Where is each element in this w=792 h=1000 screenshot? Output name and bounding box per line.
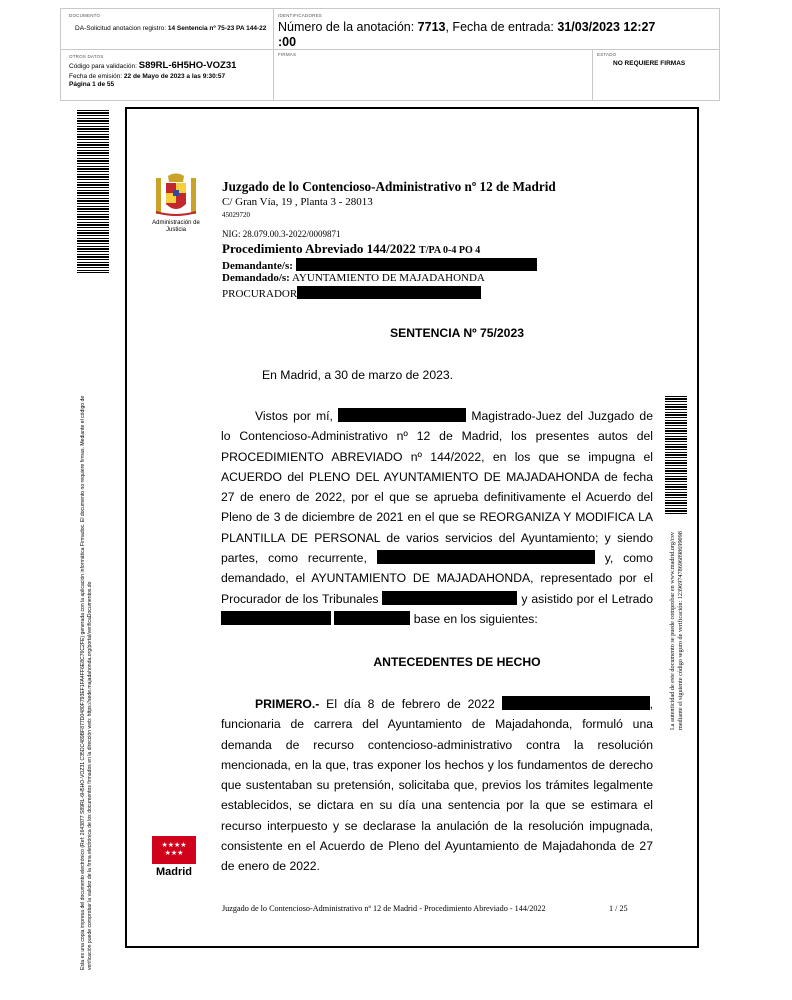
- demandante-line: Demandante/s:: [222, 258, 537, 272]
- nig-number: NIG: 28.079.00.3-2022/0009871: [222, 229, 341, 239]
- header-otros-datos-cell: [60, 49, 274, 101]
- header-firmas-cell: [273, 49, 593, 101]
- sentencia-title: SENTENCIA Nº 75/2023: [389, 326, 525, 340]
- header-identificadores-cell: [273, 8, 720, 50]
- estado-value: NO REQUIERE FIRMAS: [613, 60, 686, 67]
- redaction: [221, 611, 331, 625]
- demandado-line: Demandado/s: AYUNTAMIENTO DE MAJADAHONDA: [222, 272, 485, 284]
- madrid-logo: [152, 836, 196, 884]
- identificadores-value: Número de la anotación: 7713, Fecha de entrada: 31/03/2023 12:27 :00: [278, 20, 656, 49]
- identificadores-label: IDENTIFICADORES: [278, 13, 323, 18]
- paragraph-vistos: Vistos por mí, Magistrado-Juez del Juzgado de lo Contencioso-Administrativo nº 12 de Madrid, los presentes autos del PROCEDIMIENTO ABREVIADO nº 144/2022, en los que se impugna el ACUERDO del PLENO DEL AYUNTAMIENTO DE MAJADAHONDA de fecha 27 de enero de 2022, por el que se aprueba definitivamente el Acuerdo del Pleno de 3 de diciembre de 2021 en el que se REORGANIZA Y MODIFICA LA PLANTILLA DE PERSONAL de varios servicios del Ayuntamiento; y siendo partes, como recurrente, y, como demandado, el AYUNTAMIENTO DE MAJADAHONDA, representado por el Procurador de los Tribunales y asistido por el Letrado base en los siguientes:: [221, 409, 653, 626]
- redaction: [377, 550, 595, 564]
- redaction: [382, 591, 517, 605]
- footer-page-number: 1 / 25: [609, 904, 628, 913]
- admin-justicia-text: Administración de Justicia: [152, 220, 200, 233]
- right-vertical-text-1: La autenticidad de este documento se puede comprobar en www.madrid.org/csv: [669, 532, 676, 730]
- left-vertical-text-2: verificación puede comprobar la validez de la firma electrónica de los documentos firmados en la dirección web: https://sede.majadahonda.org/portal/verificaDocumentos.do: [87, 581, 93, 970]
- pagina-indicator: Página 1 de 55: [69, 81, 115, 88]
- madrid-logo-text: Madrid: [155, 866, 193, 878]
- procurador-line: PROCURADOR: [222, 286, 481, 300]
- court-name: Juzgado de lo Contencioso-Administrativo nº 12 de Madrid: [222, 179, 556, 194]
- fecha-emision: Fecha de emisión: 22 de Mayo de 2023 a las 9:30:57: [69, 73, 226, 80]
- codigo-validacion: Código para validación: S89RL-6H5HO-VOZ31: [69, 60, 237, 71]
- estado-label: ESTADO: [597, 52, 617, 57]
- court-code: 45029720: [222, 211, 250, 219]
- paragraph-primero: PRIMERO.- El día 8 de febrero de 2022 , funcionaria de carrera del Ayuntamiento de Majadahonda, formuló una demanda de recurso contencioso-administrativo contra la resolución mencionada, en la que, tras exponer los hechos y los fundamentos de derecho que sustentaban su pretensión, solicitaba que, previos los trámites legalmente establecidos, se dictara en su día una sentencia por la que se estimara el recurso interpuesto y se declarase la anulación de la resolución impugnada, consistente en el Acuerdo de Pleno del Ayuntamiento de Majadahonda de 27 de enero de 2022.: [221, 697, 653, 874]
- otros-datos-label: OTROS DATOS: [69, 54, 104, 59]
- madrid-flag-icon: ★★★★ ★★★: [152, 836, 196, 864]
- redaction: [334, 611, 410, 625]
- documento-label: DOCUMENTO: [69, 13, 101, 18]
- header-documento-cell: [60, 8, 274, 50]
- section-heading: ANTECEDENTES DE HECHO: [373, 655, 541, 669]
- court-address: C/ Gran Vía, 19 , Planta 3 - 28013: [222, 196, 373, 208]
- right-vertical-text-2: mediante el siguiente código seguro de verificación: 1239697478696898699098: [677, 531, 684, 730]
- justicia-logo: [150, 172, 202, 234]
- redaction: [296, 258, 537, 271]
- left-vertical-text-1: Esta es una copia impresa del documento electrónico (Ref: 2643877 S89RL-6H5HO-VOZ31 C35DC489BF877D0480F793EF1FA4FF6E8C76C2FE) generada con la aplicación informática Firmadoc. El documento no requiere firmas. Mediante el código de: [80, 395, 86, 970]
- redaction: [502, 696, 650, 710]
- footer-text: Juzgado de lo Contencioso-Administrativo nº 12 de Madrid - Procedimiento Abreviado - 144/2022: [222, 904, 546, 913]
- redaction: [297, 286, 481, 299]
- procedimiento-line: Procedimiento Abreviado 144/2022 T/PA 0-4 PO 4: [222, 241, 481, 256]
- firmas-label: FIRMAS: [278, 52, 297, 57]
- header-estado-cell: [592, 49, 720, 101]
- place-date: En Madrid, a 30 de marzo de 2023.: [262, 368, 454, 382]
- redaction: [338, 408, 466, 422]
- documento-value: DA-Solicitud anotacion registro: 14 Sentencia nº 75-23 PA 144-22: [75, 25, 267, 32]
- coat-of-arms-icon: [150, 172, 202, 220]
